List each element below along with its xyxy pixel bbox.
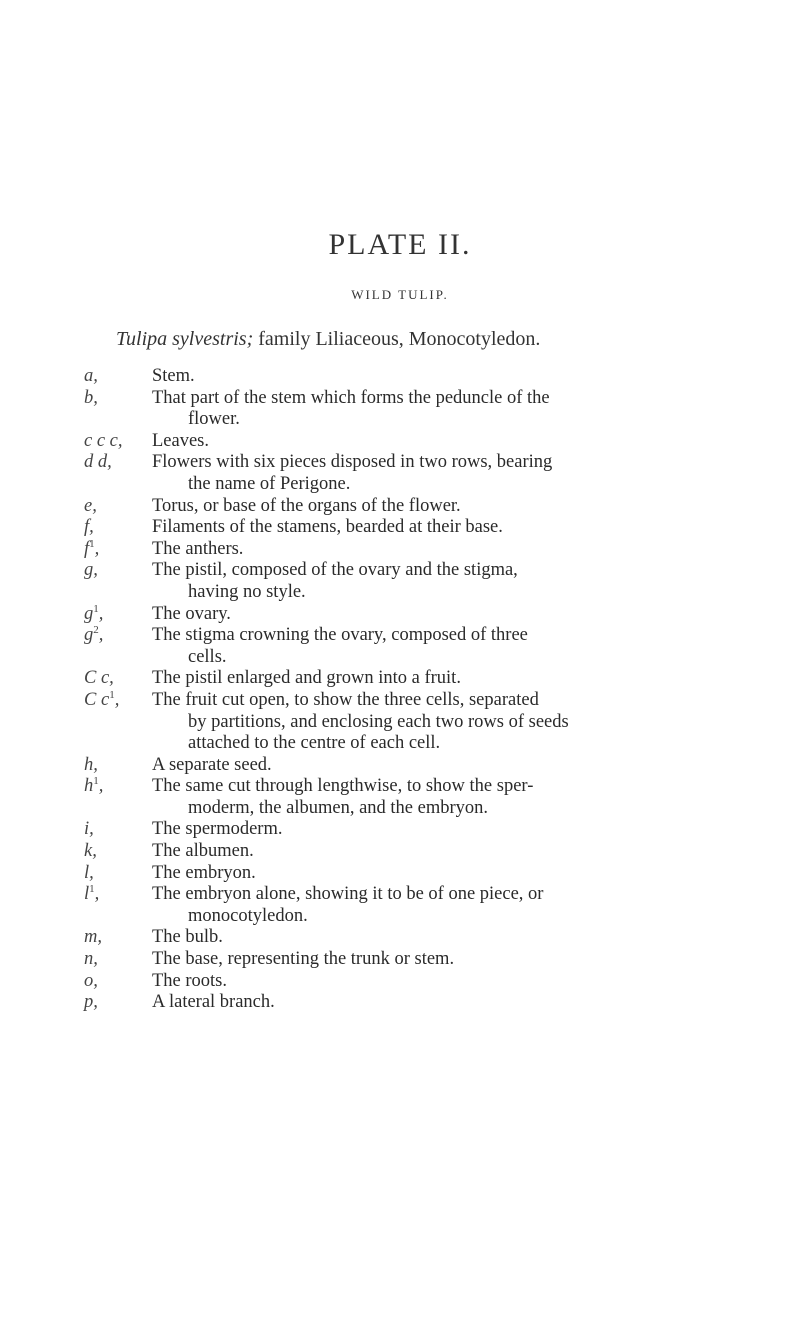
entry-label: [84, 884, 152, 906]
entry-description-line: Leaves.: [152, 430, 210, 451]
entry-description-line: Torus, or base of the organs of the flower.: [152, 495, 461, 516]
entry-label: [84, 366, 152, 388]
entry-label-text: o,: [84, 970, 98, 991]
entry-label-tail: ,: [98, 776, 104, 797]
entry-description: [152, 927, 784, 949]
entry-description: [152, 625, 784, 668]
legend-list: [84, 366, 784, 1014]
legend-entry: [84, 517, 784, 539]
entry-description-line: monocotyledon.: [188, 905, 308, 926]
entry-label: [84, 625, 152, 647]
legend-entry: [84, 496, 784, 518]
entry-description-line: The anthers.: [152, 538, 244, 559]
legend-entry: [84, 971, 784, 993]
entry-description-line: The base, representing the trunk or stem.: [152, 949, 455, 970]
entry-description: [152, 388, 784, 431]
entry-description: [152, 690, 784, 755]
entry-label: [84, 539, 152, 561]
entry-description: [152, 884, 784, 927]
entry-label-text: C c,: [84, 668, 114, 689]
entry-description-line: the name of Perigone.: [188, 473, 351, 494]
entry-description-line: That part of the stem which forms the peduncle of the: [152, 387, 550, 408]
entry-label: [84, 431, 152, 453]
entry-label: [84, 971, 152, 993]
legend-entry: [84, 452, 784, 495]
plate-subtitle: WILD TULIP.: [351, 287, 449, 302]
entry-description-line: The embryon alone, showing it to be of one piece, or: [152, 884, 544, 905]
entry-label-text: g: [84, 625, 94, 646]
legend-entry: [84, 388, 784, 431]
entry-description-line: flower.: [188, 409, 240, 430]
entry-description: [152, 668, 784, 690]
legend-entry: [84, 927, 784, 949]
entry-label-tail: ,: [94, 884, 100, 905]
entry-description-line: Stem.: [152, 366, 195, 386]
entry-label-text: c c c,: [84, 430, 123, 451]
entry-description-line: Filaments of the stamens, bearded at their base.: [152, 517, 503, 538]
entry-label: [84, 776, 152, 798]
legend-entry: [84, 690, 784, 755]
entry-label-tail: ,: [98, 625, 104, 646]
legend-entry: [84, 884, 784, 927]
entry-label-superscript: 1: [89, 537, 95, 550]
entry-description: [152, 949, 784, 971]
species-name: Tulipa sylvestris;: [116, 328, 254, 350]
entry-description-line: The pistil, composed of the ovary and the stigma,: [152, 560, 518, 581]
entry-label: [84, 927, 152, 949]
legend-entry: [84, 604, 784, 626]
entry-label-text: k,: [84, 841, 97, 862]
entry-label: [84, 388, 152, 410]
legend-entry: [84, 863, 784, 885]
species-family: family Liliaceous, Monocotyledon.: [253, 328, 541, 350]
legend-entry: [84, 560, 784, 603]
entry-label-text: g: [84, 603, 94, 624]
entry-description: [152, 841, 784, 863]
entry-label-tail: ,: [114, 689, 120, 710]
entry-label-text: h,: [84, 754, 98, 775]
entry-label-text: d d,: [84, 452, 112, 473]
entry-description-line: The albumen.: [152, 841, 254, 862]
entry-description-line: cells.: [188, 646, 227, 667]
entry-description: [152, 366, 784, 388]
entry-label: [84, 496, 152, 518]
entry-description: [152, 819, 784, 841]
entry-label: [84, 992, 152, 1014]
entry-label-tail: ,: [98, 603, 104, 624]
legend-entry: [84, 366, 784, 388]
legend-entry: [84, 841, 784, 863]
entry-description: [152, 517, 784, 539]
entry-label: [84, 668, 152, 690]
entry-label-text: m,: [84, 927, 102, 948]
entry-label-text: g,: [84, 560, 98, 581]
entry-description-line: The spermoderm.: [152, 819, 283, 840]
species-line: [116, 328, 540, 351]
entry-description-line: having no style.: [188, 581, 306, 602]
legend-entry: [84, 819, 784, 841]
entry-label-text: a,: [84, 366, 98, 386]
entry-label-superscript: 1: [93, 602, 99, 615]
legend-entry: [84, 625, 784, 668]
entry-description-line: The fruit cut open, to show the three cells, separated: [152, 689, 539, 710]
entry-description: [152, 604, 784, 626]
entry-description-line: Flowers with six pieces disposed in two rows, bearing: [152, 452, 553, 473]
entry-label: [84, 755, 152, 777]
legend-entry: [84, 755, 784, 777]
entry-description: [152, 863, 784, 885]
entry-description-line: A lateral branch.: [152, 992, 275, 1013]
entry-description-line: by partitions, and enclosing each two rows of seeds: [188, 711, 569, 732]
entry-label-text: h: [84, 776, 94, 797]
entry-description: [152, 539, 784, 561]
entry-label-text: p,: [84, 992, 98, 1013]
legend-entry: [84, 992, 784, 1014]
legend-entry: [84, 949, 784, 971]
entry-description: [152, 431, 784, 453]
entry-description: [152, 755, 784, 777]
entry-description-line: The same cut through lengthwise, to show the sper-: [152, 776, 534, 797]
entry-label-text: C c: [84, 689, 110, 710]
entry-label-text: f,: [84, 517, 94, 538]
entry-label-superscript: 1: [93, 775, 99, 788]
entry-description: [152, 776, 784, 819]
entry-label-text: n,: [84, 949, 98, 970]
entry-description-line: The pistil enlarged and grown into a fruit.: [152, 668, 461, 689]
entry-description-line: moderm, the albumen, and the embryon.: [188, 797, 489, 818]
entry-description: [152, 496, 784, 518]
entry-description-line: The stigma crowning the ovary, composed of three: [152, 625, 528, 646]
entry-description: [152, 452, 784, 495]
entry-label-text: e,: [84, 495, 97, 516]
entry-label: [84, 452, 152, 474]
entry-label: [84, 517, 152, 539]
entry-description-line: The roots.: [152, 970, 228, 991]
legend-entry: [84, 431, 784, 453]
entry-label-text: l,: [84, 862, 94, 883]
legend-entry: [84, 776, 784, 819]
entry-description: [152, 560, 784, 603]
entry-description-line: A separate seed.: [152, 754, 272, 775]
entry-label: [84, 949, 152, 971]
entry-label: [84, 841, 152, 863]
plate-title: PLATE II.: [328, 228, 472, 261]
entry-description-line: The embryon.: [152, 862, 256, 883]
entry-description: [152, 992, 784, 1014]
entry-label-text: i,: [84, 819, 94, 840]
entry-label-text: l: [84, 884, 90, 905]
entry-label: [84, 560, 152, 582]
entry-label-text: b,: [84, 387, 98, 408]
entry-label-superscript: 1: [109, 688, 115, 701]
entry-label-superscript: 2: [93, 623, 99, 636]
entry-label: [84, 604, 152, 626]
entry-description-line: The ovary.: [152, 603, 231, 624]
entry-label: [84, 863, 152, 885]
entry-label: [84, 690, 152, 712]
entry-label: [84, 819, 152, 841]
entry-label-text: f: [84, 538, 90, 559]
entry-description: [152, 971, 784, 993]
legend-entry: [84, 668, 784, 690]
entry-label-tail: ,: [94, 538, 100, 559]
entry-label-superscript: 1: [89, 883, 95, 896]
entry-description-line: The bulb.: [152, 927, 223, 948]
entry-description-line: attached to the centre of each cell.: [188, 733, 441, 754]
legend-entry: [84, 539, 784, 561]
